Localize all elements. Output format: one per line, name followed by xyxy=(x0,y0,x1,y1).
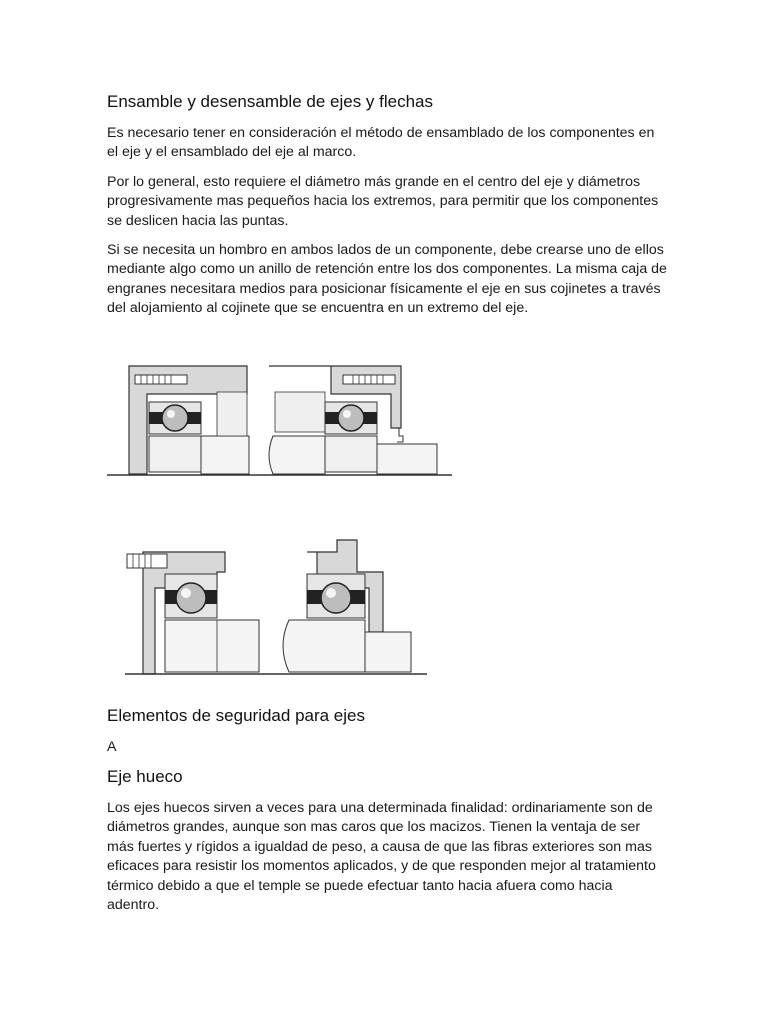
section-title-ensamble: Ensamble y desensamble de ejes y flechas xyxy=(107,92,434,111)
paragraph-eje-hueco: Los ejes huecos sirven a veces para una determinada finalidad: ordinariamente son de diámetros grandes, aunque son mas caros que los macizos. Tienen la ventaja de ser más fuertes y rígidos a igualdad de peso, a causa de que las fibras exteriores son mas eficaces para resistir los momentos aplicados, y de que responden mejor al tratamiento térmico debido a que el temple se puede efectuar tanto hacia afuera como hacia adentro. xyxy=(107,800,656,914)
bearing-drawing-bottom xyxy=(107,532,457,688)
paragraph-2: Por lo general, esto requiere el diámetro más grande en el centro del eje y diámetros progresivamente mas pequeños hacia los extremos, para permitir que los componentes se deslicen hacia las puntas. xyxy=(107,174,659,229)
paragraph-1: Es necesario tener en consideración el método de ensamblado de los componentes en el eje y el ensamblado del eje al marco. xyxy=(107,125,655,161)
section-text-a: A xyxy=(107,739,117,755)
section-title-elementos-seguridad: Elementos de seguridad para ejes xyxy=(107,706,365,725)
section-title-eje-hueco: Eje hueco xyxy=(107,767,183,786)
bearing-figure-bottom xyxy=(107,532,457,688)
bearing-figure-top xyxy=(107,362,457,482)
paragraph-3: Si se necesita un hombro en ambos lados de un componente, debe crearse uno de ellos mediante algo como un anillo de retención entre los dos componentes. La misma caja de engranes necesitara medios para posicionar físicamente el eje en sus cojinetes a través del alojamiento al cojinete que se encuentra en un extremo del eje. xyxy=(107,242,667,317)
bearing-drawing-top xyxy=(107,362,457,482)
